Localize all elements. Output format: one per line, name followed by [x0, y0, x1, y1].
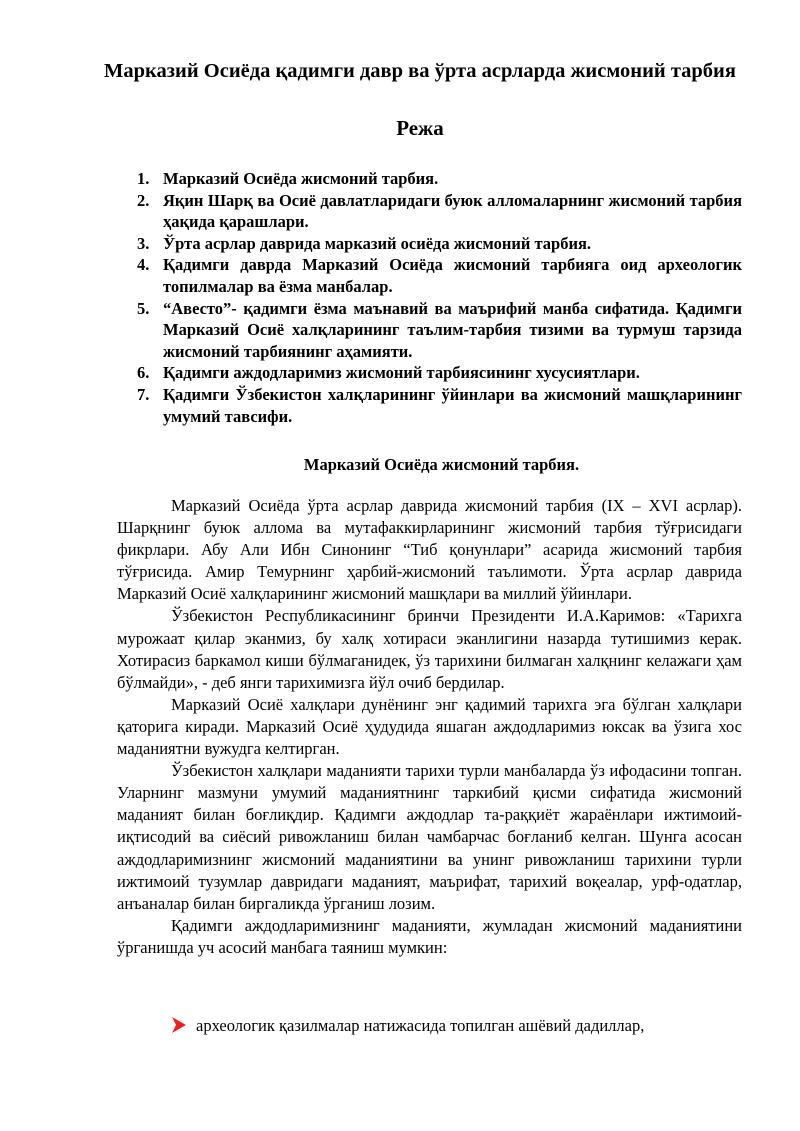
section-heading: Марказий Осиёда жисмоний тарбия.	[303, 455, 580, 474]
plan-item-text: Яқин Шарқ ва Осиё давлатларидаги буюк алломаларнинг жисмоний тарбия ҳақида қарашлари.	[163, 190, 742, 232]
plan-item	[137, 384, 742, 427]
plan-item-text: Марказий Осиёда жисмоний тарбия.	[163, 169, 439, 188]
plan-item-number: 6.	[137, 363, 150, 383]
body-text	[117, 495, 742, 959]
plan-item-number: 2.	[137, 190, 150, 210]
document-title: Марказий Осиёда қадимги давр ва ўрта асрларда жисмоний тарбия	[104, 60, 736, 82]
plan-item-number: 1.	[137, 169, 150, 188]
plan-item	[137, 254, 742, 297]
plan-item	[137, 233, 742, 255]
paragraph: Ўзбекистон Республикасининг бринчи Президенти И.А.Каримов: «Тарихга мурожаат қилар эканмиз, бу халқ хотираси эканлигини назарда тутишимиз керак. Хотирасиз баркамол киши бўлмаганидек, ўз тарихини билмаган халқнинг келажаги ҳам бўлмайди», - деб янги тарихимизга йўл очиб бердилар.	[117, 606, 742, 692]
paragraph: Марказий Осиё халқлари дунёнинг энг қадимий тарихга эга бўлган халқлари қаторига киради. Марказий Осиё ҳудудида яшаган аждодларимиз юксак ва ўзига хос маданиятни вужудга келтирган.	[117, 694, 742, 759]
bullet-item	[172, 1015, 742, 1037]
plan-item-text: Қадимги Ўзбекистон халқларининг ўйинлари ва жисмоний машқларининг умумий тавсифи.	[163, 384, 742, 426]
plan-item-number: 5.	[137, 298, 150, 318]
plan-item	[137, 190, 742, 233]
paragraph: Қадимги аждодларимизнинг маданияти, жумладан жисмоний маданиятини ўрганишда уч асосий манбага таяниш мумкин:	[117, 915, 742, 957]
plan-item-text: “Авесто”- қадимги ёзма маънавий ва маърифий манба сифатида. Қадимги Марказий Осиё халқларининг таълим-тарбия тизими ва турмуш тарзида жисмоний тарбиянинг аҳамияти.	[163, 298, 742, 361]
plan-item-number: 7.	[137, 384, 150, 404]
plan-item	[137, 362, 742, 384]
plan-item-number: 3.	[137, 233, 150, 253]
plan-item-text: Қадимги аждодларимиз жисмоний тарбиясининг хусусиятлари.	[163, 363, 640, 383]
plan-list	[137, 168, 742, 427]
plan-item	[137, 298, 742, 363]
bullet-text: археологик қазилмалар натижасида топилган ашёвий дадиллар,	[196, 1016, 645, 1035]
plan-item-text: Қадимги даврда Марказий Осиёда жисмоний тарбияга оид археологик топилмалар ва ёзма манбалар.	[163, 255, 742, 296]
plan-item	[137, 168, 742, 190]
arrow-bullet-icon	[172, 1017, 186, 1033]
plan-item-text: Ўрта асрлар даврида марказий осиёда жисмоний тарбия.	[163, 233, 592, 253]
paragraph: Ўзбекистон халқлари маданияти тарихи турли манбаларда ўз ифодасини топган. Уларнинг мазмуни умумий маданиятнинг таркибий қисми сифатида жисмоний маданият билан боғлиқдир. Қадимги аждодлар та-раққиёт жараёнлари ижтимоий-иқтисодий ва сиёсий ривожланиш билан чамбарчас боғланиб келган. Шунга асосан аждодларимизнинг жисмоний маданиятини ва унинг ривожланиш тарихини турли ижтимоий тузумлар давридаги маданият, маърифат, тарихий воқеалар, урф-одатлар, анъаналар билан биргаликда ўрганиш лозим.	[117, 761, 742, 913]
plan-heading: Режа	[396, 116, 444, 140]
paragraph: Марказий Осиёда ўрта асрлар даврида жисмоний тарбия (IX – XVI асрлар). Шарқнинг буюк аллома ва мутафаккирларининг жисмоний тарбия тўғрисидаги фикрлари. Абу Али Ибн Синонинг “Тиб қонунлари” асарида жисмоний тарбия тўғрисида. Амир Темурнинг ҳарбий-жисмоний таълимоти. Ўрта асрлар даврида Марказий Осиё халқларининг жисмоний машқлари ва миллий ўйинлари.	[117, 496, 742, 604]
plan-item-number: 4.	[137, 255, 150, 275]
